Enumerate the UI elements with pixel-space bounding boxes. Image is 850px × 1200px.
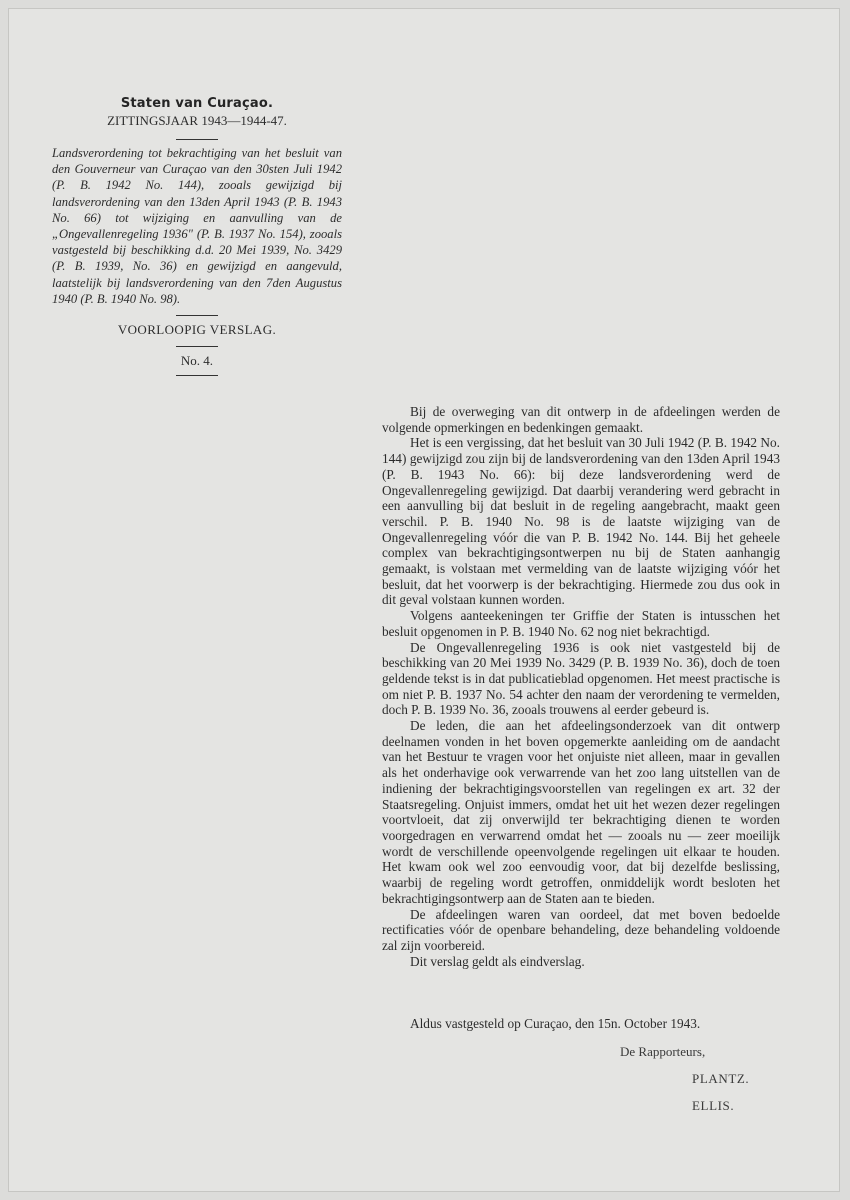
body-paragraph: Het is een vergissing, dat het besluit van 30 Juli 1942 (P. B. 1942 No. 144) gewijzigd zou zijn bij de landsverordening van den 13den April 1943 (P. B. 1943 No. 66): bij deze landsverordening werd de Ongevallenregeling gewijzigd. Dat daarbij verandering werd gebracht in een aanvulling bij dat besluit in de regeling aangebracht, maakt geen verschil. P. B. 1940 No. 98 is de laatste wijziging van de Ongevallenregeling vóór die van P. B. 1942 No. 144. Bij het geheele complex van bekrachtigingsontwerpen nu bij de Staten aanhangig gemaakt, is volstaan met vermelding van de laatste wijziging vóór het besluit, dat het voorwerp is der bekrachtiging. Hiermede zou dus ook in dit geval volstaan kunnen worden. [382,435,780,608]
body-paragraph: Bij de overweging van dit ontwerp in de afdeelingen werden de volgende opmerkingen en bedenkingen gemaakt. [382,404,780,435]
signatory-name: PLANTZ. [692,1071,750,1086]
divider [176,375,218,376]
body-paragraph: De Ongevallenregeling 1936 is ook niet vastgesteld bij de beschikking van 20 Mei 1939 No. 3429 (P. B. 1939 No. 36), doch de toen geldende tekst is in dat publicatieblad opgenomen. Het meest practische is om niet P. B. 1937 No. 54 achter den naam der verordening te vermelden, doch P. B. 1939 No. 36, zooals trouwens al eerder gebeurd is. [382,639,780,718]
body-paragraph: Dit verslag geldt als eindverslag. [410,953,585,969]
body-paragraph: De leden, die aan het afdeelingsonderzoek van dit ontwerp deelnamen vonden in het boven opgemerkte aanleiding om de aandacht van het Bestuur te vragen voor het onjuiste niet alleen, maar in gevallen als het onderhavige ook verwarrende van het zoo lang uitstellen van de indiening der bekrachtigingsvoorstellen van regelingen ex art. 32 der Staatsregeling. Onjuist immers, omdat het uit het wezen dezer regelingen voortvloeit, dat zij onverwijld ter bekrachtiging dienen te worden voorgedragen en verwarrend omdat het — zooals nu — zeer moeilijk wordt de verschillende opeenvolgende regelingen uit elkaar te houden. Het kwam ook wel zoo eenvoudig voor, dat bij dezelfde beslissing, waarbij de regeling wordt getroffen, onmiddelijk wordt besloten het bekrachtigingsontwerp aan de Staten aan te bieden. [382,718,780,906]
body-paragraph: De afdeelingen waren van oordeel, dat met boven bedoelde rectificaties vóór de openbare behandeling, deze behandeling voldoende zal zijn voorbereid. [382,906,780,953]
rapporteurs-label: De Rapporteurs, [620,1044,706,1059]
report-title: VOORLOOPIG VERSLAG. [117,322,277,338]
document-header [50,96,344,382]
report-body [382,404,780,969]
ordinance-subject: Landsverordening tot bekrachtiging van het besluit van den Gouverneur van Curaçao van den 30sten Juli 1942 (P. B. 1942 No. 144), zooals gewijzigd bij landsverordening van den 13den April 1943 (P. B. 1943 No. 66) tot wijziging en aanvulling van de „Ongevallenregeling 1936" (P. B. 1937 No. 154), zooals vastgesteld bij beschikking d.d. 20 Mei 1939, No. 3429 (P. B. 1939, No. 36) en gewijzigd en aangevuld, laatstelijk bij landsverordening van den 7den Augustus 1940 (P. B. 1940 No. 98). [52,146,342,306]
body-paragraph: Volgens aanteekeningen ter Griffie der Staten is intusschen het besluit opgenomen in P. B. 1940 No. 62 nog niet bekrachtigd. [382,608,780,639]
signature-block [620,1044,760,1125]
closing-statement: Aldus vastgesteld op Curaçao, den 15n. October 1943. [410,1016,701,1031]
document-title: Staten van Curaçao. [120,96,274,111]
session-year: ZITTINGSJAAR 1943—1944-47. [107,113,287,128]
divider [176,346,218,347]
divider [176,139,218,140]
signatory-name: ELLIS. [692,1098,735,1113]
divider [176,315,218,316]
report-number: No. 4. [180,353,214,369]
